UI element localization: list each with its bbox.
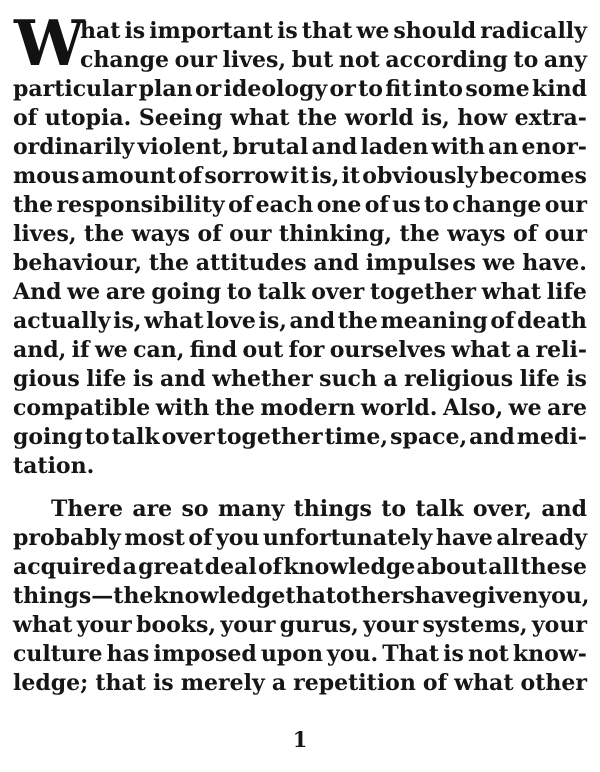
word: but bbox=[291, 47, 334, 73]
word: what bbox=[481, 279, 542, 305]
word: some bbox=[465, 76, 530, 102]
word: responsibility bbox=[56, 192, 225, 218]
word: books, bbox=[136, 612, 217, 638]
word: actually bbox=[13, 308, 111, 334]
word: whether bbox=[212, 366, 313, 392]
text-line bbox=[13, 133, 587, 162]
word: going bbox=[13, 424, 83, 450]
word: modern bbox=[260, 395, 356, 421]
word: Also, bbox=[442, 395, 504, 421]
word: into bbox=[413, 76, 463, 102]
word: all bbox=[488, 554, 520, 580]
word: any bbox=[543, 47, 587, 73]
word: these bbox=[520, 554, 587, 580]
word: sorrow bbox=[204, 163, 289, 189]
text-line bbox=[13, 640, 587, 669]
word: to bbox=[381, 496, 407, 522]
text-line bbox=[13, 336, 587, 365]
word: ways bbox=[131, 221, 191, 247]
text-line bbox=[13, 75, 587, 104]
word: of bbox=[513, 221, 538, 247]
word: There bbox=[51, 496, 123, 522]
word: mous bbox=[13, 163, 80, 189]
word: love bbox=[206, 308, 256, 334]
word: so bbox=[181, 496, 209, 522]
word: a bbox=[122, 554, 137, 580]
word: ourselves bbox=[329, 337, 446, 363]
word: your bbox=[220, 612, 276, 638]
word: thinking, bbox=[278, 221, 393, 247]
word: of bbox=[188, 525, 213, 551]
word: our bbox=[544, 192, 587, 218]
word: the bbox=[399, 221, 440, 247]
word: obviously bbox=[362, 163, 478, 189]
word: acquired bbox=[13, 554, 122, 580]
word: are bbox=[547, 395, 587, 421]
word: with bbox=[431, 134, 485, 160]
text-line bbox=[13, 423, 587, 452]
word: and bbox=[313, 250, 359, 276]
word: that bbox=[95, 670, 146, 696]
word: you. bbox=[327, 641, 379, 667]
word: is bbox=[277, 18, 298, 44]
word: culture bbox=[13, 641, 103, 667]
word: becomes bbox=[479, 163, 587, 189]
word: together bbox=[369, 279, 476, 305]
word: particular bbox=[13, 76, 137, 102]
word: compatible bbox=[13, 395, 151, 421]
word: fit bbox=[385, 76, 412, 102]
text-line bbox=[13, 46, 587, 75]
text-line: tation. bbox=[13, 453, 95, 479]
word: of bbox=[178, 163, 203, 189]
word: what bbox=[454, 670, 514, 696]
word: to bbox=[424, 192, 449, 218]
word: us bbox=[392, 192, 421, 218]
paragraph bbox=[13, 495, 590, 698]
word: know- bbox=[512, 641, 587, 667]
word: of bbox=[197, 221, 222, 247]
text-line bbox=[13, 307, 587, 336]
word: other bbox=[520, 670, 587, 696]
word: according bbox=[385, 47, 508, 73]
word: what bbox=[144, 308, 204, 334]
word: life bbox=[519, 366, 560, 392]
word: of bbox=[257, 554, 283, 580]
word: the bbox=[148, 250, 189, 276]
word: we bbox=[67, 279, 101, 305]
word: if bbox=[71, 337, 90, 363]
word: many bbox=[217, 496, 285, 522]
word: is bbox=[443, 641, 464, 667]
word: and bbox=[541, 496, 587, 522]
word: such bbox=[319, 366, 377, 392]
word: we bbox=[482, 250, 516, 276]
text-line bbox=[13, 191, 587, 220]
word: your bbox=[531, 612, 587, 638]
word: of bbox=[13, 105, 38, 131]
word: knowledge bbox=[153, 583, 286, 609]
page-text bbox=[13, 17, 590, 698]
text-line bbox=[13, 278, 587, 307]
word: attitudes bbox=[195, 250, 307, 276]
word: of bbox=[422, 670, 448, 696]
word: one bbox=[316, 192, 362, 218]
word: has bbox=[106, 641, 150, 667]
word: find bbox=[189, 337, 238, 363]
word: a bbox=[515, 337, 531, 363]
text-line bbox=[13, 669, 587, 698]
word: we bbox=[508, 395, 542, 421]
word: unfortunately bbox=[262, 525, 433, 551]
word: most bbox=[124, 525, 185, 551]
word: lives, bbox=[222, 47, 287, 73]
word: the bbox=[84, 221, 125, 247]
word: each bbox=[255, 192, 314, 218]
word: and bbox=[311, 134, 358, 160]
word: is bbox=[152, 670, 174, 696]
word: you, bbox=[538, 583, 590, 609]
word: that bbox=[285, 583, 336, 609]
word: radically bbox=[480, 18, 587, 44]
word: merely bbox=[180, 670, 265, 696]
word: hat bbox=[80, 18, 121, 44]
word: to bbox=[226, 279, 252, 305]
text-line bbox=[13, 365, 587, 394]
word: ways bbox=[447, 221, 506, 247]
word: for bbox=[288, 337, 325, 363]
word: brutal bbox=[232, 134, 309, 160]
word: repetition bbox=[293, 670, 416, 696]
word: talk bbox=[111, 424, 160, 450]
word: our bbox=[544, 221, 587, 247]
word: is, bbox=[113, 308, 142, 334]
word: things—the bbox=[13, 583, 154, 609]
word: a bbox=[271, 670, 287, 696]
text-line bbox=[13, 220, 587, 249]
word: and bbox=[469, 424, 515, 450]
word: knowledge bbox=[283, 554, 416, 580]
word: about bbox=[416, 554, 487, 580]
text-line bbox=[13, 495, 587, 524]
word: medi- bbox=[516, 424, 587, 450]
word: that bbox=[301, 18, 353, 44]
word: is, bbox=[311, 163, 340, 189]
word: of bbox=[364, 192, 389, 218]
word: our bbox=[229, 221, 272, 247]
word: world. bbox=[360, 395, 438, 421]
text-line bbox=[13, 394, 587, 423]
word: ledge; bbox=[13, 670, 89, 696]
word: it bbox=[290, 163, 309, 189]
word: space, bbox=[390, 424, 468, 450]
word: a bbox=[383, 366, 398, 392]
word: is bbox=[124, 18, 146, 44]
word: out bbox=[242, 337, 284, 363]
word: death bbox=[517, 308, 587, 334]
word: the bbox=[13, 192, 54, 218]
word: over bbox=[161, 424, 215, 450]
word: behaviour, bbox=[13, 250, 143, 276]
word: or bbox=[329, 76, 356, 102]
word: And bbox=[13, 279, 62, 305]
drop-cap: W bbox=[14, 6, 85, 80]
word: important bbox=[149, 18, 274, 44]
word: ordinarily bbox=[13, 134, 135, 160]
word: to bbox=[84, 424, 110, 450]
word: or bbox=[195, 76, 222, 102]
word: gious bbox=[13, 366, 80, 392]
word: already bbox=[496, 525, 587, 551]
page-number: 1 bbox=[292, 727, 308, 752]
word: upon bbox=[260, 641, 323, 667]
word: great bbox=[138, 554, 204, 580]
word: together bbox=[216, 424, 323, 450]
word: and bbox=[289, 308, 336, 334]
text-line bbox=[13, 611, 587, 640]
text-line bbox=[13, 524, 587, 553]
word: is, bbox=[421, 105, 450, 131]
word: probably bbox=[13, 525, 121, 551]
word: not bbox=[338, 47, 380, 73]
word: have bbox=[414, 583, 472, 609]
word: deal bbox=[204, 554, 257, 580]
word: life bbox=[546, 279, 587, 305]
word: and, bbox=[13, 337, 67, 363]
word: enor- bbox=[521, 134, 587, 160]
word: gurus, bbox=[279, 612, 359, 638]
word: is bbox=[566, 366, 587, 392]
text-line bbox=[13, 162, 587, 191]
word: plan bbox=[138, 76, 193, 102]
word: amount bbox=[81, 163, 176, 189]
word: change bbox=[452, 192, 542, 218]
word: is, bbox=[258, 308, 287, 334]
word: of bbox=[490, 308, 515, 334]
word: impulses bbox=[365, 250, 476, 276]
word: are bbox=[105, 279, 146, 305]
word: That bbox=[382, 641, 440, 667]
word: is bbox=[132, 366, 154, 392]
word: what bbox=[230, 105, 290, 131]
word: what bbox=[451, 337, 511, 363]
text-line bbox=[13, 17, 587, 46]
word: have. bbox=[522, 250, 587, 276]
word: lives, bbox=[13, 221, 77, 247]
word: are bbox=[132, 496, 173, 522]
word: meaning bbox=[380, 308, 488, 334]
word: you bbox=[215, 525, 260, 551]
word: we bbox=[94, 337, 128, 363]
word: imposed bbox=[153, 641, 257, 667]
word: the bbox=[297, 105, 338, 131]
word: utopia. bbox=[44, 105, 132, 131]
word: religious bbox=[404, 366, 514, 392]
word: your bbox=[76, 612, 132, 638]
word: should bbox=[393, 18, 477, 44]
word: reli- bbox=[535, 337, 587, 363]
word: ideology bbox=[223, 76, 328, 102]
word: an bbox=[488, 134, 519, 160]
word: extra- bbox=[514, 105, 587, 131]
word: to bbox=[513, 47, 539, 73]
word: talk bbox=[257, 279, 306, 305]
word: and bbox=[160, 366, 206, 392]
word: your bbox=[363, 612, 419, 638]
text-line bbox=[13, 104, 587, 133]
word: to bbox=[358, 76, 383, 102]
word: how bbox=[457, 105, 508, 131]
word: systems, bbox=[422, 612, 528, 638]
word: kind bbox=[532, 76, 587, 102]
word: our bbox=[174, 47, 217, 73]
text-line bbox=[13, 582, 590, 611]
word: not bbox=[467, 641, 509, 667]
word: we bbox=[356, 18, 390, 44]
word: over bbox=[311, 279, 365, 305]
word: laden bbox=[360, 134, 429, 160]
word: what bbox=[13, 612, 73, 638]
word: given bbox=[471, 583, 539, 609]
word: others bbox=[335, 583, 415, 609]
word: change bbox=[80, 47, 170, 73]
word: can, bbox=[133, 337, 185, 363]
word: have bbox=[435, 525, 493, 551]
text-line bbox=[13, 553, 587, 582]
paragraph bbox=[13, 17, 587, 481]
word: life bbox=[86, 366, 127, 392]
word: going bbox=[151, 279, 222, 305]
word: of bbox=[228, 192, 253, 218]
word: the bbox=[337, 308, 378, 334]
word: world bbox=[344, 105, 414, 131]
word: the bbox=[214, 395, 255, 421]
word: violent, bbox=[137, 134, 230, 160]
text-line bbox=[13, 249, 587, 278]
word: with bbox=[155, 395, 210, 421]
word: things bbox=[293, 496, 372, 522]
word: it bbox=[341, 163, 361, 189]
word: talk bbox=[415, 496, 464, 522]
word: time, bbox=[324, 424, 389, 450]
word: over, bbox=[472, 496, 532, 522]
word: Seeing bbox=[138, 105, 223, 131]
